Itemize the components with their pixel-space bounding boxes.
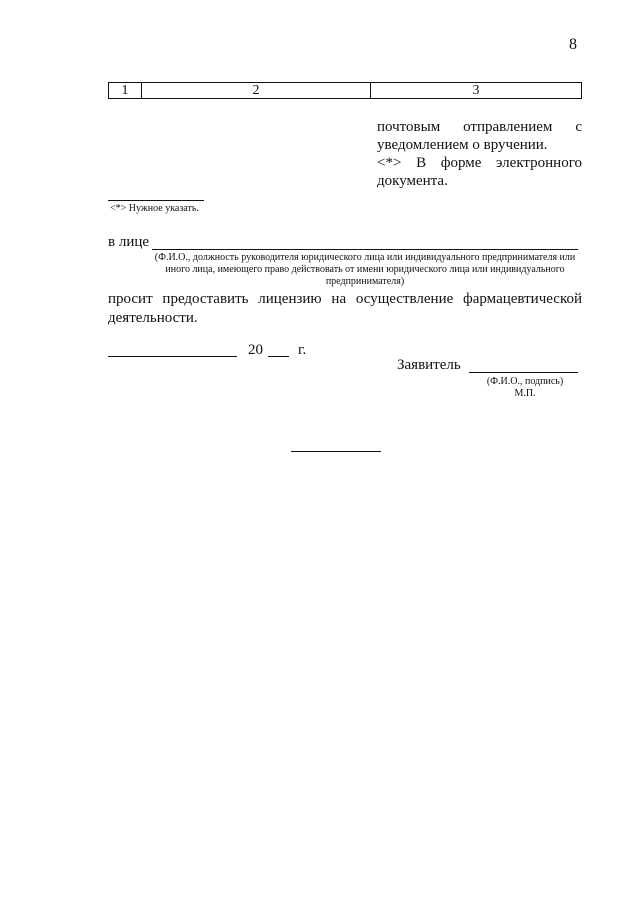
column-number-3: 3 <box>371 83 582 99</box>
year-blank-line <box>268 356 289 357</box>
applicant-signature-line <box>469 372 578 373</box>
in-person-blank-line <box>152 249 578 250</box>
column-number-table <box>108 82 582 99</box>
date-blank-line <box>108 356 237 357</box>
applicant-field <box>397 357 578 374</box>
end-of-document-line <box>291 451 381 452</box>
in-person-label: в лице <box>108 234 150 250</box>
column-number-2: 2 <box>142 83 371 99</box>
in-person-hint: (Ф.И.О., должность руководителя юридического лица или индивидуального предпринимателя или иного лица, имеющего право действовать от имени юридического лица или индивидуального предпринимателя) <box>154 252 576 287</box>
delivery-method-text <box>377 118 582 190</box>
in-person-field <box>108 234 578 250</box>
seal-place-label: М.П. <box>514 388 536 399</box>
signature-hint: (Ф.И.О., подпись) <box>486 376 564 387</box>
license-request-text: просит предоставить лицензию на осуществление фармацевтической деятельности. <box>108 291 582 326</box>
footnote-separator <box>108 200 204 201</box>
page-number: 8 <box>569 36 577 53</box>
footnote-text: <*> Нужное указать. <box>110 203 199 214</box>
delivery-by-mail: почтовым отправлением с уведомлением о вручении. <box>377 119 582 153</box>
column-number-row <box>109 83 582 99</box>
year-suffix: г. <box>298 342 307 358</box>
applicant-label: Заявитель <box>397 357 461 373</box>
year-prefix: 20 <box>248 342 263 358</box>
delivery-electronic: <*> В форме электронного документа. <box>377 155 582 189</box>
date-field <box>108 342 318 359</box>
column-number-1: 1 <box>109 83 142 99</box>
